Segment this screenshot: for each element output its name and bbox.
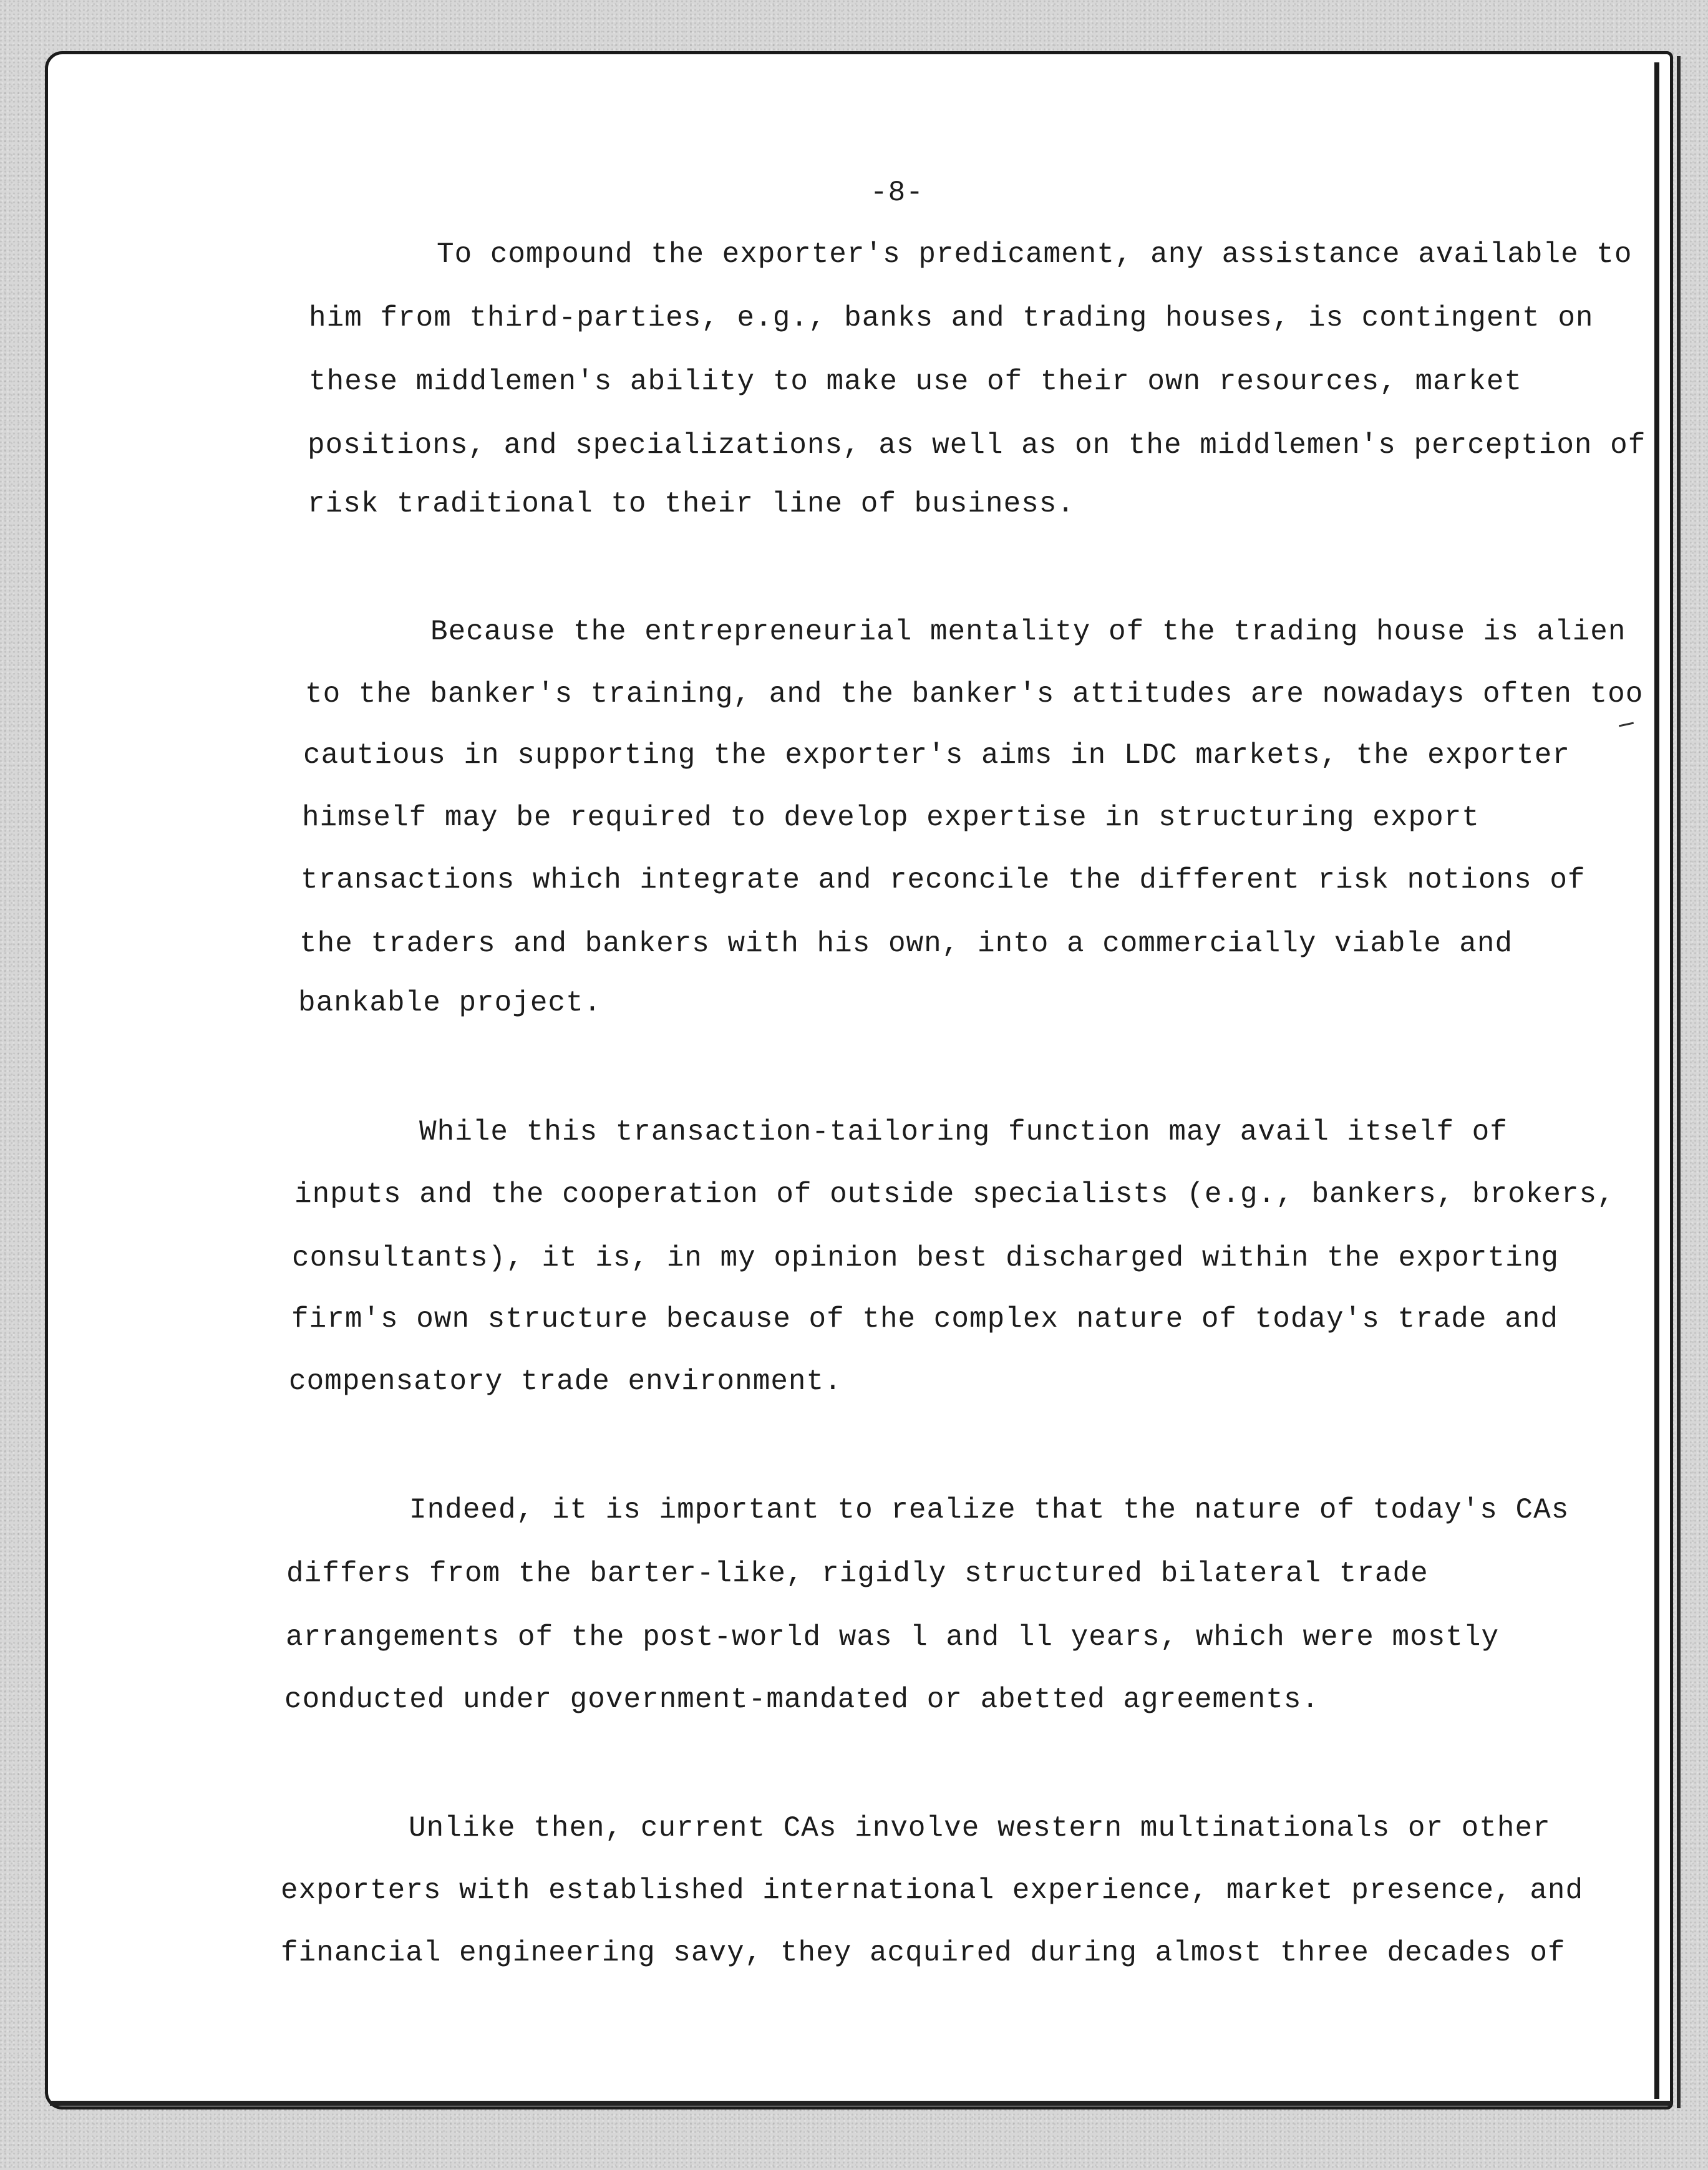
page-number: -8-: [870, 177, 924, 209]
paragraph-2-line-3: cautious in supporting the exporter's aims in LDC markets, the exporter: [303, 739, 1570, 772]
paragraph-5-line-2: exporters with established international experience, market presence, and: [281, 1874, 1584, 1907]
paragraph-4-line-4: conducted under government-mandated or abetted agreements.: [284, 1683, 1320, 1716]
paragraph-2-line-7: bankable project.: [298, 987, 602, 1019]
paragraph-5-line-3: financial engineering savy, they acquired during almost three decades of: [281, 1937, 1566, 1969]
page-edge-bottom: [50, 2101, 1672, 2106]
document-page: [45, 51, 1673, 2109]
paragraph-5-line-1: Unlike then, current CAs involve western multinationals or other: [409, 1812, 1551, 1844]
page-edge-right: [1654, 62, 1659, 2099]
paragraph-3-line-1: While this transaction-tailoring function may avail itself of: [419, 1116, 1508, 1148]
paragraph-3-line-4: firm's own structure because of the complex nature of today's trade and: [291, 1303, 1558, 1335]
paragraph-3-line-3: consultants), it is, in my opinion best discharged within the exporting: [292, 1242, 1559, 1274]
paragraph-1-line-5: risk traditional to their line of business.: [308, 488, 1075, 520]
page-edge-outer: [1677, 56, 1681, 2108]
paragraph-2-line-5: transactions which integrate and reconcile the different risk notions of: [301, 864, 1586, 896]
paragraph-3-line-2: inputs and the cooperation of outside specialists (e.g., bankers, brokers,: [294, 1178, 1615, 1211]
paragraph-4-line-1: Indeed, it is important to realize that the nature of today's CAs: [409, 1494, 1570, 1526]
paragraph-2-line-4: himself may be required to develop expertise in structuring export: [302, 802, 1480, 834]
paragraph-4-line-2: differs from the barter-like, rigidly structured bilateral trade: [286, 1557, 1429, 1590]
paragraph-1-line-4: positions, and specializations, as well as on the middlemen's perception of: [308, 429, 1646, 462]
paragraph-1-line-1: To compound the exporter's predicament, any assistance available to: [437, 238, 1633, 271]
paragraph-3-line-5: compensatory trade environment.: [289, 1365, 842, 1398]
paragraph-2-line-1: Because the entrepreneurial mentality of the trading house is alien: [430, 616, 1626, 648]
paragraph-1-line-3: these middlemen's ability to make use of their own resources, market: [309, 366, 1523, 398]
paragraph-1-line-2: him from third-parties, e.g., banks and trading houses, is contingent on: [309, 302, 1594, 334]
paragraph-2-line-6: the traders and bankers with his own, into a commercially viable and: [299, 928, 1513, 960]
paragraph-2-line-2: to the banker's training, and the banker's attitudes are nowadays often too: [305, 678, 1644, 710]
paragraph-4-line-3: arrangements of the post-world was l and ll years, which were mostly: [286, 1621, 1500, 1654]
